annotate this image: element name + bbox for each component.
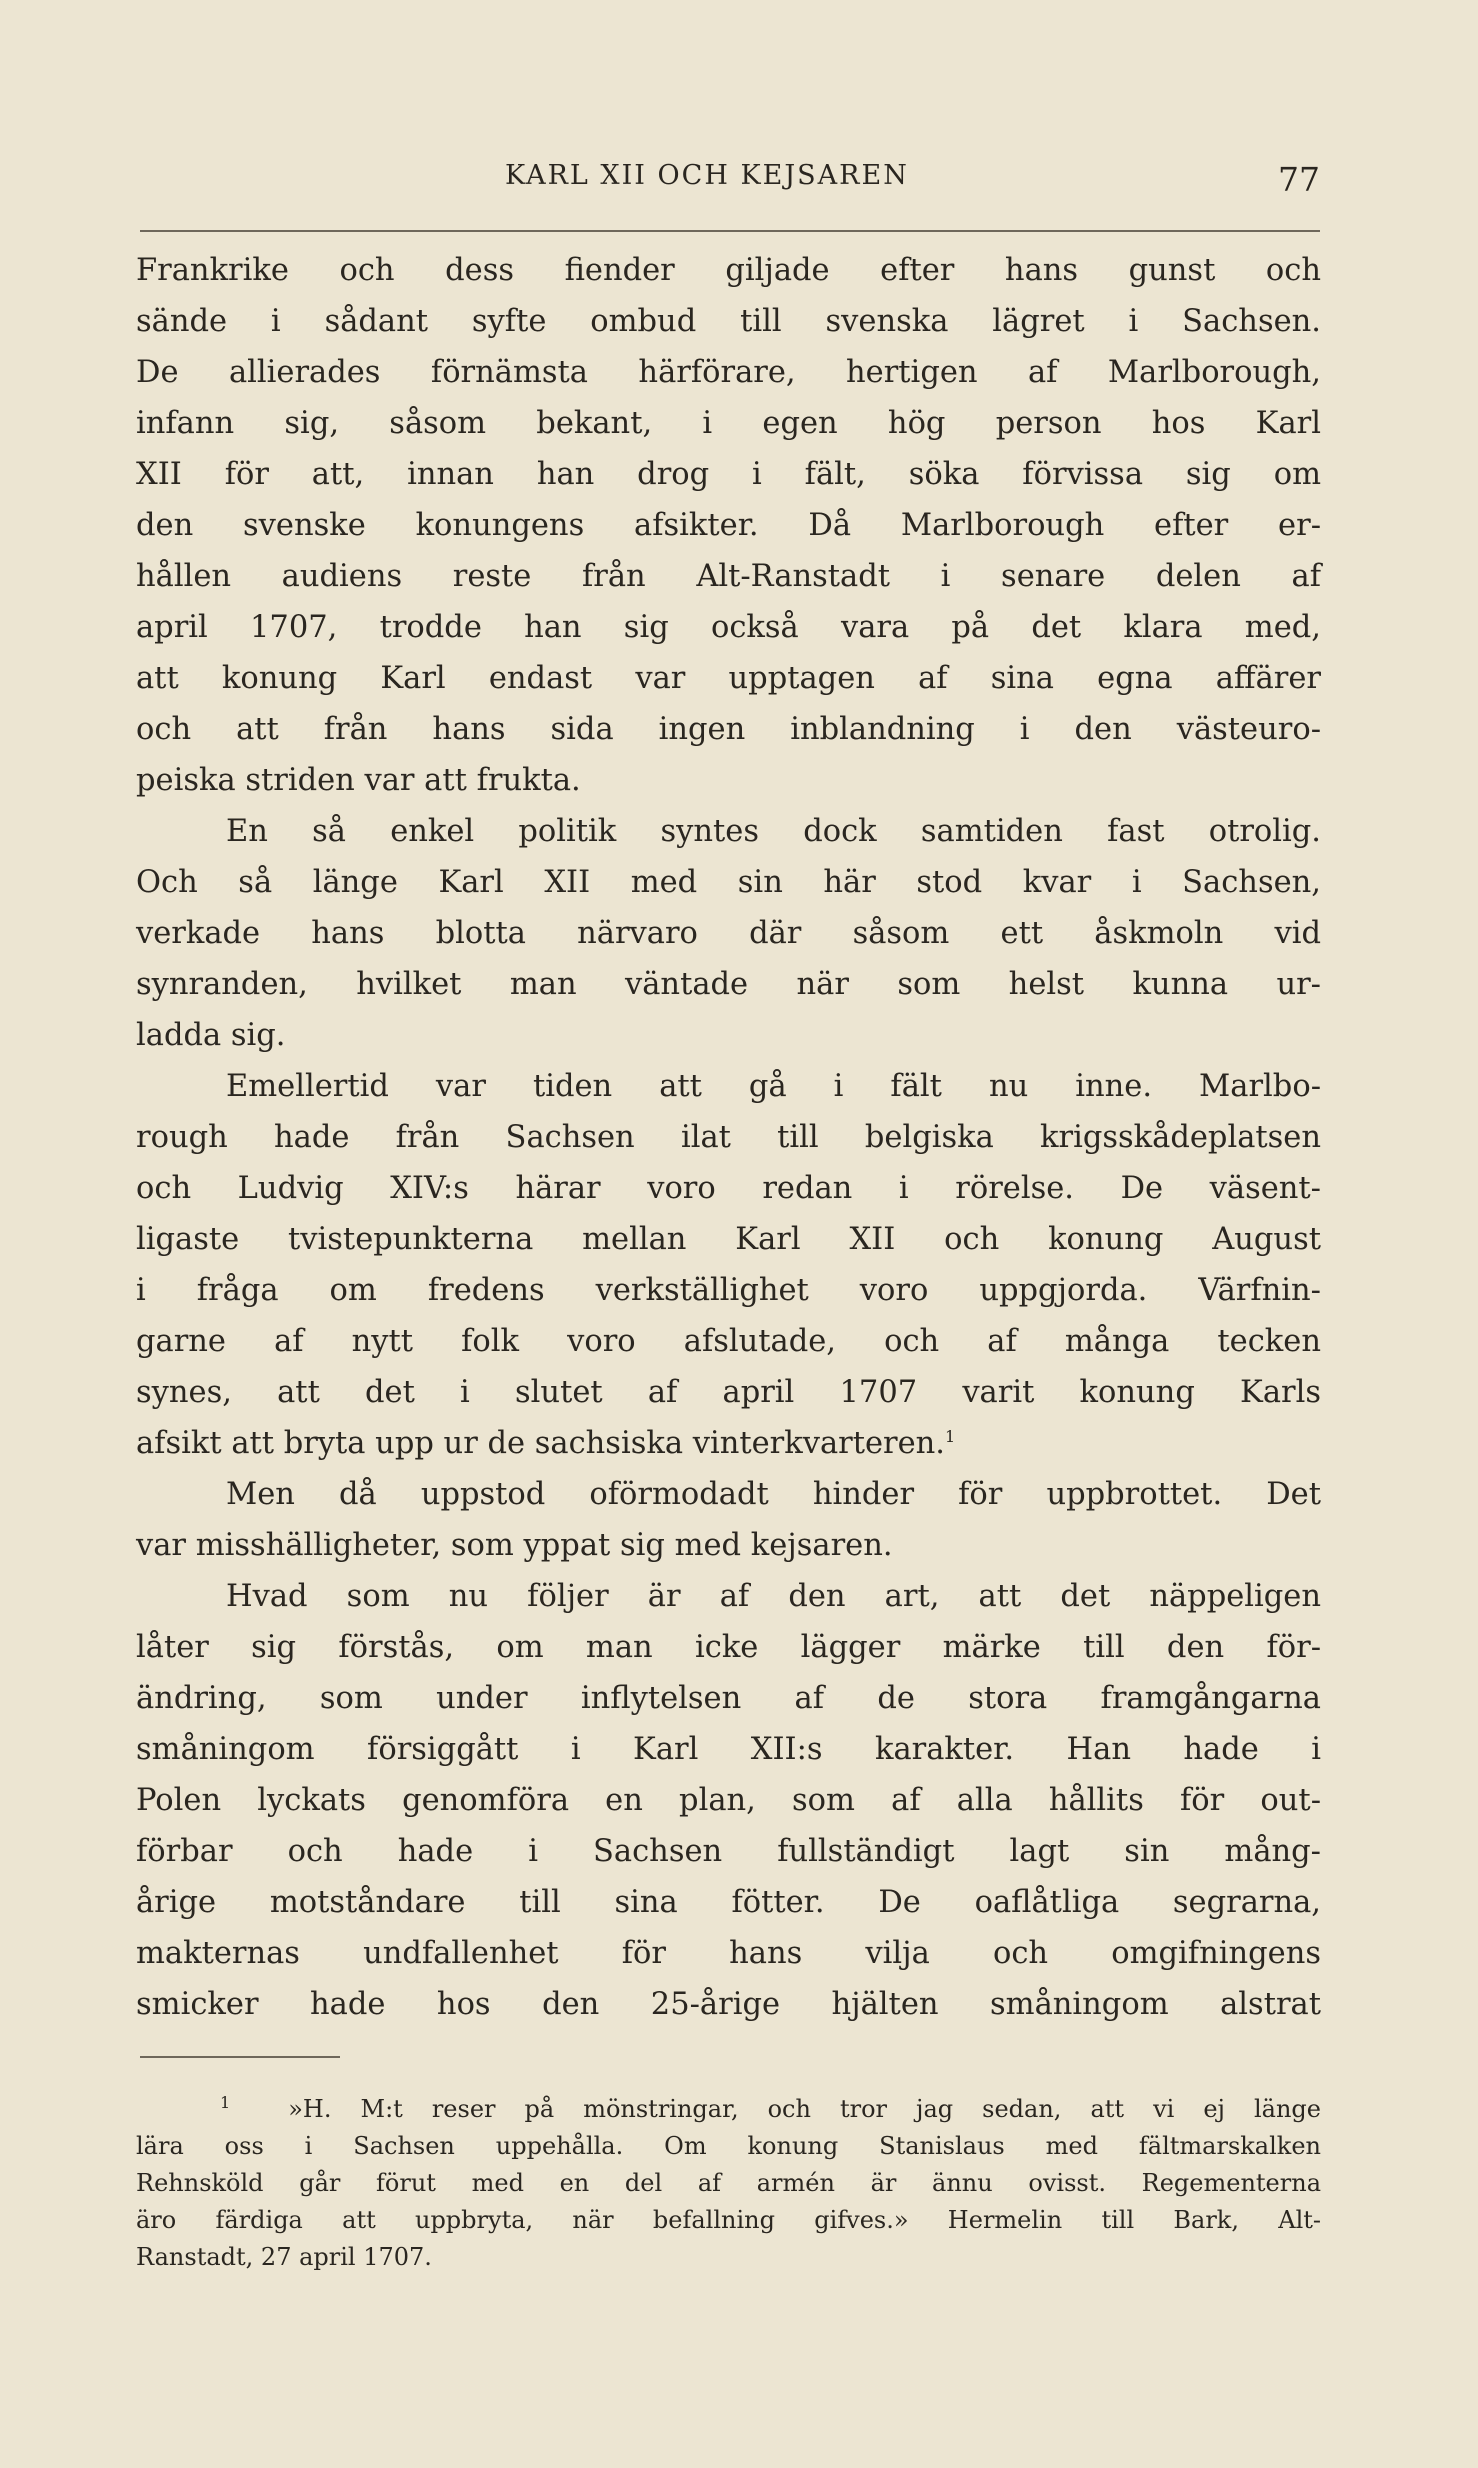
- text-line: ligaste tvistepunkterna mellan Karl XII och konung August: [136, 1222, 1321, 1257]
- text-line: i fråga om fredens verkställighet voro uppgjorda. Värfnin-: [136, 1273, 1321, 1308]
- text-line: infann sig, såsom bekant, i egen hög person hos Karl: [136, 406, 1321, 441]
- footnote-line: lära oss i Sachsen uppehålla. Om konung Stanislaus med fältmarskalken: [136, 2132, 1321, 2160]
- page-header: [140, 160, 1320, 208]
- text-line: peiska striden var att frukta.: [136, 763, 581, 798]
- text-line: Och så länge Karl XII med sin här stod kvar i Sachsen,: [136, 865, 1321, 900]
- text-line: och att från hans sida ingen inblandning i den västeuro-: [136, 712, 1321, 747]
- running-title: KARL XII OCH KEJSAREN: [505, 160, 909, 191]
- footnote-line: Rehnsköld går förut med en del af armén är ännu ovisst. Regementerna: [136, 2169, 1321, 2197]
- text-line: årige motståndare till sina fötter. De oaflåtliga segrarna,: [136, 1885, 1321, 1920]
- text-line: den svenske konungens afsikter. Då Marlborough efter er-: [136, 508, 1321, 543]
- body-text: [136, 245, 1321, 2030]
- text-line-content: afsikt att bryta upp ur de sachsiska vinterkvarteren.: [136, 1426, 945, 1461]
- text-line: Hvad som nu följer är af den art, att det näppeligen: [226, 1579, 1321, 1614]
- footnote-rule: [140, 2056, 340, 2058]
- text-line: En så enkel politik syntes dock samtiden fast otrolig.: [226, 814, 1321, 849]
- text-line: att konung Karl endast var upptagen af sina egna affärer: [136, 661, 1321, 696]
- header-rule: [140, 230, 1320, 232]
- text-line: makternas undfallenhet för hans vilja och omgifningens: [136, 1936, 1321, 1971]
- footnote-line: [136, 2091, 1321, 2128]
- text-line: verkade hans blotta närvaro där såsom ett åskmoln vid: [136, 916, 1321, 951]
- text-line: XII för att, innan han drog i fält, söka förvissa sig om: [136, 457, 1321, 492]
- text-line: Men då uppstod oförmodadt hinder för uppbrottet. Det: [226, 1477, 1321, 1512]
- footnote-line: äro färdiga att uppbryta, när befallning gifves.» Hermelin till Bark, Alt-: [136, 2206, 1321, 2234]
- footnote-marker: 1: [220, 2093, 231, 2112]
- text-line: De allierades förnämsta härförare, hertigen af Marlborough,: [136, 355, 1321, 390]
- text-line: låter sig förstås, om man icke lägger märke till den för-: [136, 1630, 1321, 1665]
- text-line: ändring, som under inflytelsen af de stora framgångarna: [136, 1681, 1321, 1716]
- text-line: var misshälligheter, som yppat sig med kejsaren.: [136, 1528, 893, 1563]
- footnote-line: Ranstadt, 27 april 1707.: [136, 2243, 432, 2271]
- text-line: sände i sådant syfte ombud till svenska lägret i Sachsen.: [136, 304, 1321, 339]
- page-number: 77: [1278, 160, 1320, 199]
- text-line: [136, 1418, 1321, 1469]
- footnote: [136, 2091, 1321, 2276]
- text-line: april 1707, trodde han sig också vara på det klara med,: [136, 610, 1321, 645]
- text-line: smicker hade hos den 25-årige hjälten småningom alstrat: [136, 1987, 1321, 2022]
- text-line: småningom försiggått i Karl XII:s karakter. Han hade i: [136, 1732, 1321, 1767]
- text-line: garne af nytt folk voro afslutade, och af många tecken: [136, 1324, 1321, 1359]
- footnote-reference: 1: [945, 1426, 956, 1446]
- text-line: Frankrike och dess fiender giljade efter hans gunst och: [136, 253, 1321, 288]
- footnote-line-content: »H. M:t reser på mönstringar, och tror jag sedan, att vi ej länge: [288, 2095, 1321, 2123]
- text-line: ladda sig.: [136, 1018, 286, 1053]
- text-line: Emellertid var tiden att gå i fält nu inne. Marlbo-: [226, 1069, 1321, 1104]
- text-line: hållen audiens reste från Alt-Ranstadt i senare delen af: [136, 559, 1321, 594]
- text-line: förbar och hade i Sachsen fullständigt lagt sin mång-: [136, 1834, 1321, 1869]
- text-line: Polen lyckats genomföra en plan, som af alla hållits för out-: [136, 1783, 1321, 1818]
- text-line: synranden, hvilket man väntade när som helst kunna ur-: [136, 967, 1321, 1002]
- text-line: synes, att det i slutet af april 1707 varit konung Karls: [136, 1375, 1321, 1410]
- text-line: rough hade från Sachsen ilat till belgiska krigsskådeplatsen: [136, 1120, 1321, 1155]
- text-line: och Ludvig XIV:s härar voro redan i rörelse. De väsent-: [136, 1171, 1321, 1206]
